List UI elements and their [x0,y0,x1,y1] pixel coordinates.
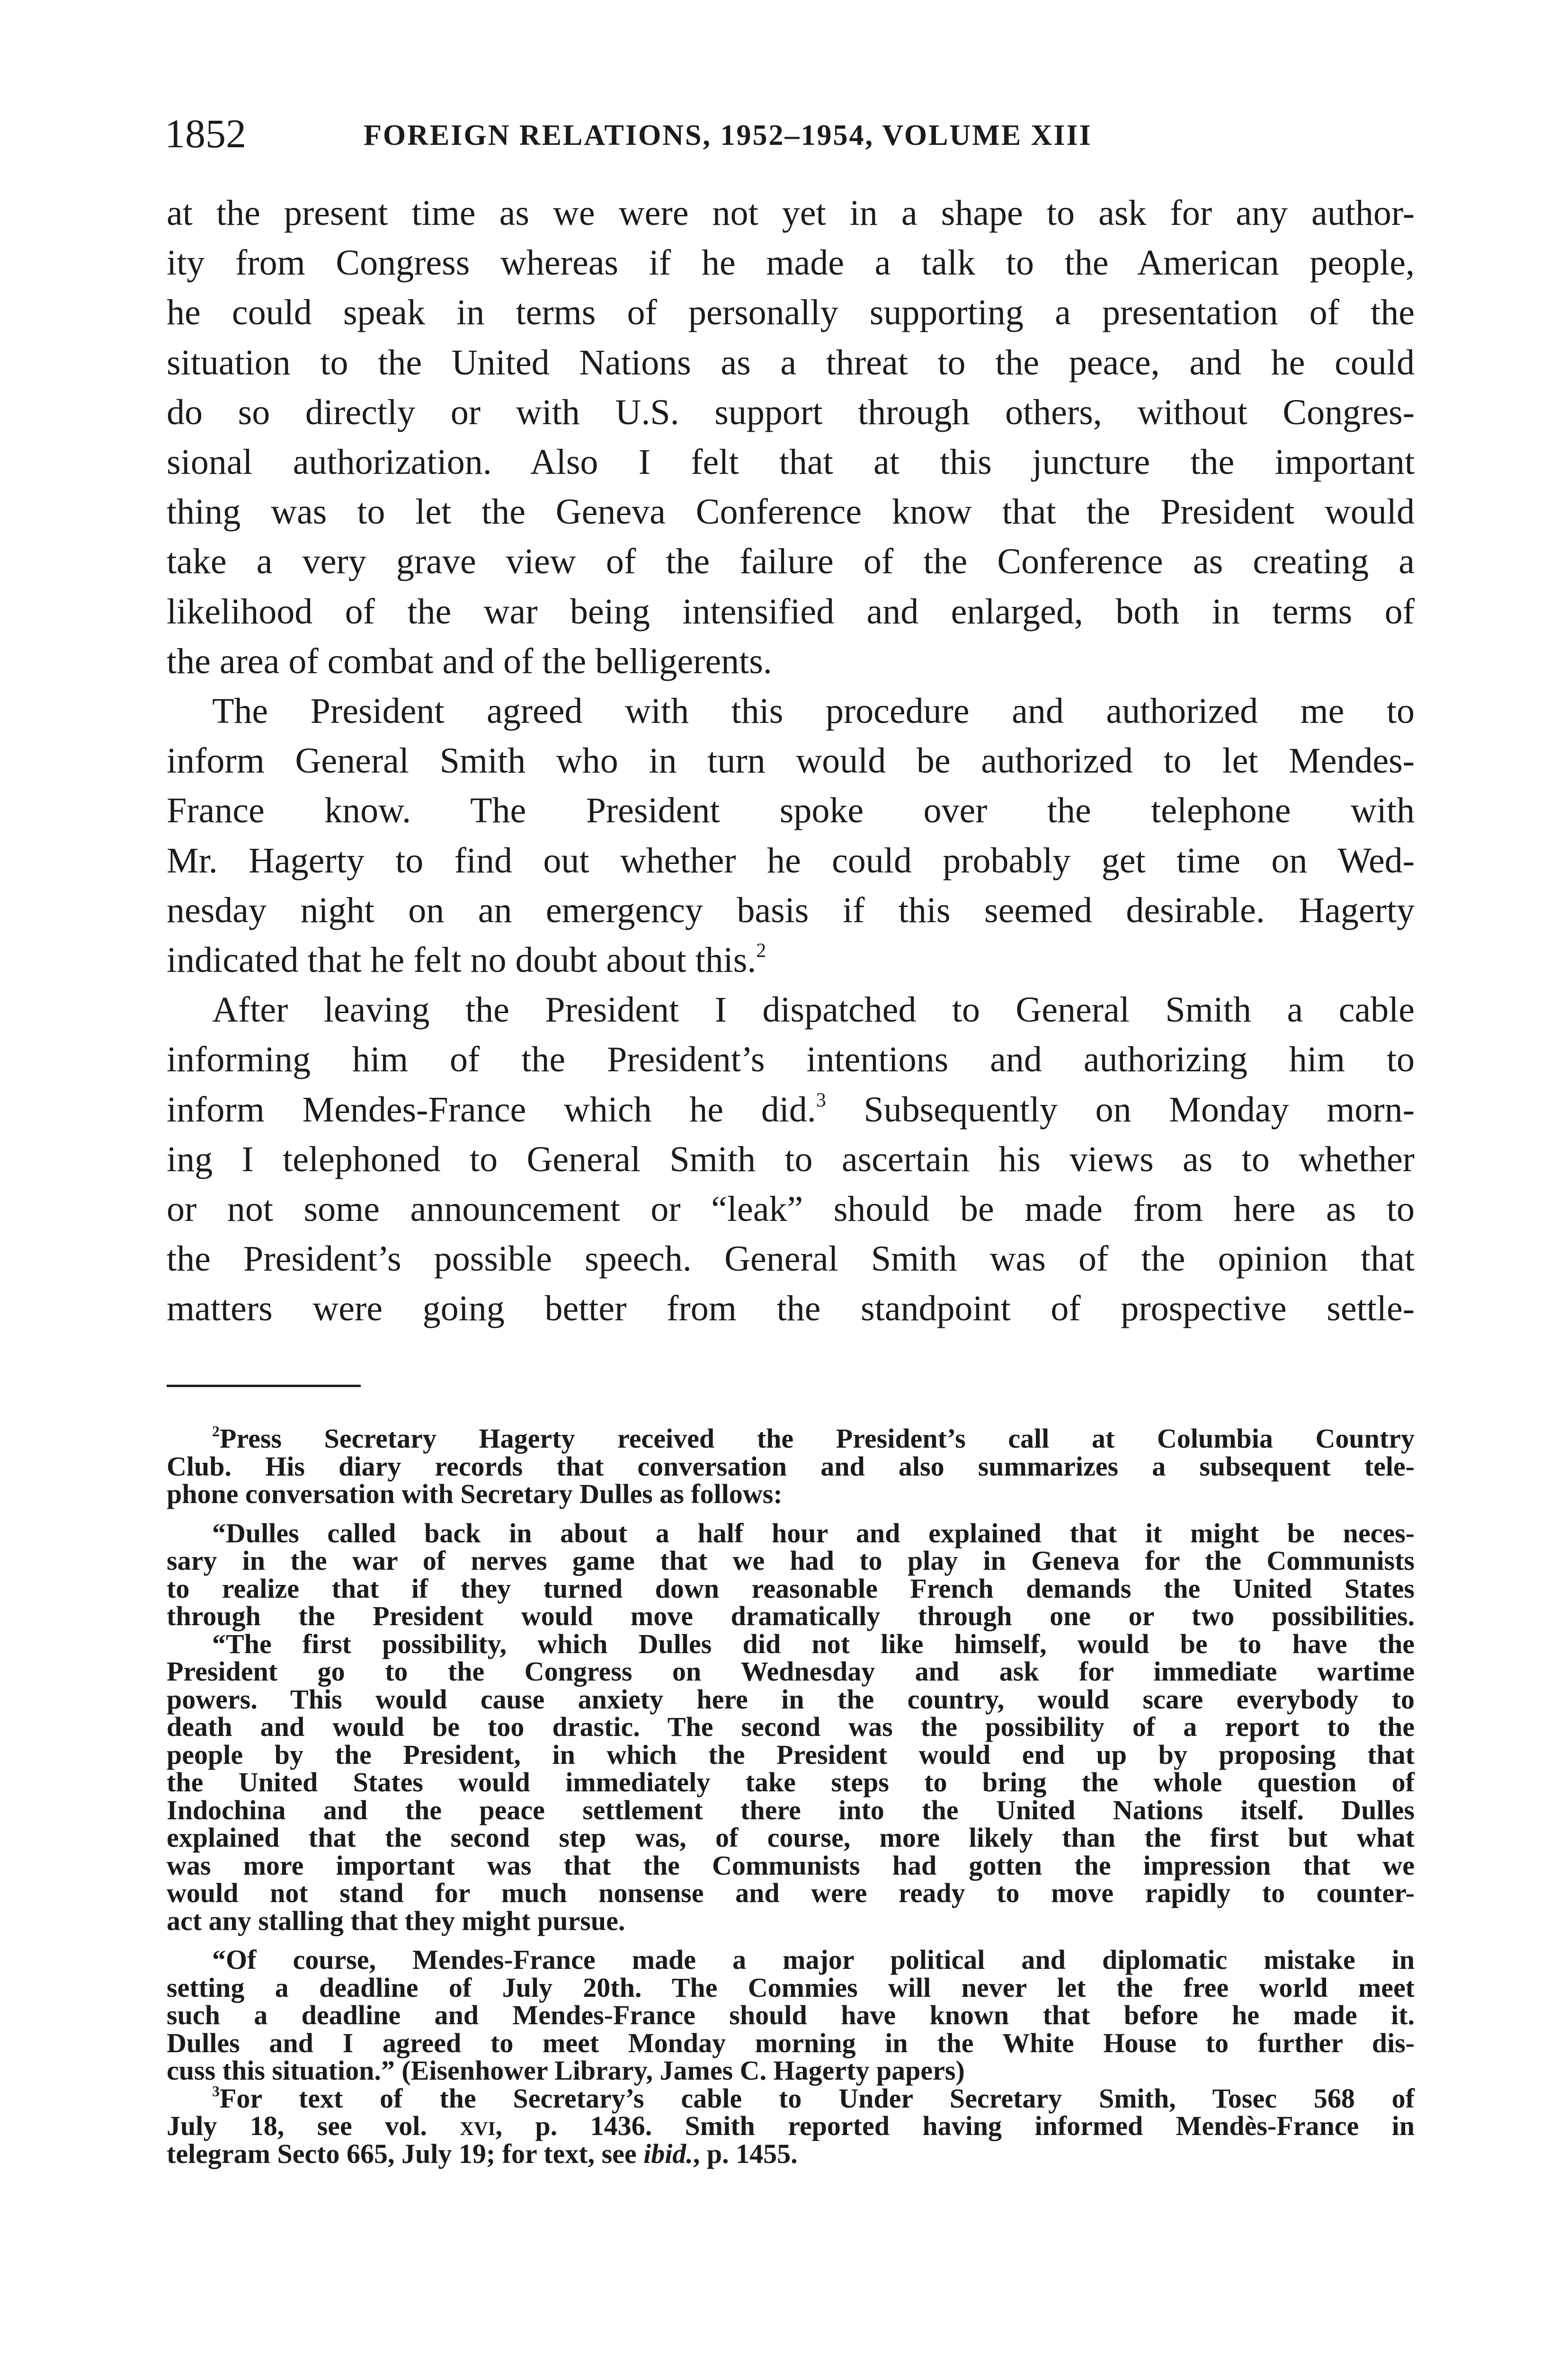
text-line: at the present time as we were not yet in a shape to ask for any author- [167,193,1415,233]
text-line: cuss this situation.” (Eisenhower Library, James C. Hagerty papers) [167,2055,965,2086]
text-line: France know. The President spoke over the telephone with [167,791,1415,831]
text-line: the President’s possible speech. General Smith was of the opinion that [167,1239,1415,1279]
quote-paragraph-3 [167,1946,1415,2085]
text-fragment: For text of the Secretary’s cable to Under Secretary Smith, Tosec 568 of [219,2082,1415,2114]
text-line: such a deadline and Mendes-France should have known that before he made it. [167,2000,1415,2030]
text-line: or not some announcement or “leak” should be made from here as to [167,1189,1415,1229]
text-fragment: , p. 1455. [693,2138,798,2169]
text-line: “Of course, Mendes-France made a major political and diplomatic mistake in [212,1944,1415,1975]
paragraph-1 [167,188,1415,686]
text-line: do so directly or with U.S. support through others, without Congres- [167,392,1415,432]
text-line: act any stalling that they might pursue. [167,1905,625,1936]
text-line: “The first possibility, which Dulles did not like himself, would be to have the [212,1628,1415,1659]
text-line: likelihood of the war being intensified and enlarged, both in terms of [167,591,1415,632]
volume-number: xvi [460,2110,496,2141]
footnote-3 [167,2082,1415,2169]
text-line [167,2140,1415,2168]
footnote-reference: 3 [816,1089,826,1112]
text-line: Dulles and I agreed to meet Monday morning in the White House to further dis- [167,2027,1415,2058]
text-line: inform General Smith who in turn would be authorized to let Mendes- [167,741,1415,781]
footnote-2 [167,1425,1415,1508]
footnote-reference: 2 [756,940,766,962]
text-line: matters were going better from the standpoint of prospective settle- [167,1289,1415,1329]
text-line: “Dulles called back in about a half hour and explained that it might be neces- [212,1517,1415,1548]
text-line: setting a deadline of July 20th. The Commies will never let the free world meet [167,1972,1415,2003]
text-line: death and would be too drastic. The second was the possibility of a report to the [167,1711,1415,1742]
text-line: people by the President, in which the President would end up by proposing that [167,1739,1415,1770]
page-header [165,110,1415,162]
text-fragment: July 18, see vol. [167,2110,460,2141]
text-line: Club. His diary records that conversation and also summarizes a subsequent tele- [167,1450,1415,1482]
text-line: thing was to let the Geneva Conference know that the President would [167,492,1415,532]
text-fragment: , p. 1436. Smith reported having informed Mendès-France in [495,2110,1415,2141]
text-line: After leaving the President I dispatched to General Smith a cable [212,990,1415,1030]
text-line: sary in the war of nerves game that we had to play in Geneva for the Communists [167,1545,1415,1576]
text-line: informing him of the President’s intentions and authorizing him to [167,1040,1415,1080]
footnote-marker: 3 [212,2082,220,2100]
text-line: phone conversation with Secretary Dulles as follows: [167,1478,783,1509]
text-line: Indochina and the peace settlement there into the United Nations itself. Dulles [167,1794,1415,1825]
footnote-marker: 2 [212,1423,220,1440]
text-line: to realize that if they turned down reasonable French demands the United States [167,1573,1415,1604]
text-line: the area of combat and of the belligerents. [167,641,772,681]
text-fragment: inform Mendes-France which he did. [167,1089,816,1130]
quote-paragraph-2 [167,1630,1415,1935]
text-line: Mr. Hagerty to find out whether he could probably get time on Wed- [167,840,1415,881]
text-line: The President agreed with this procedure and authorized me to [212,691,1415,731]
ibid-reference: ibid. [643,2138,693,2169]
page-number: 1852 [165,111,246,156]
text-line [167,935,1415,985]
text-line: through the President would move dramatically through one or two possibilities. [167,1601,1415,1631]
text-line: President go to the Congress on Wednesday and ask for immediate wartime [167,1656,1415,1687]
text-line: situation to the United Nations as a threat to the peace, and he could [167,342,1415,383]
body-text [167,188,1415,1334]
paragraph-3 [167,985,1415,1334]
text-line: take a very grave view of the failure of the Conference as creating a [167,542,1415,582]
text-line: ity from Congress whereas if he made a talk to the American people, [167,243,1415,283]
text-fragment: indicated that he felt no doubt about this. [167,940,757,980]
footnotes [167,1425,1415,2168]
text-line: explained that the second step was, of course, more likely than the first but what [167,1822,1415,1853]
text-line [167,2112,1415,2140]
quote-paragraph-1 [167,1517,1415,1631]
text-line: was more important was that the Communists had gotten the impression that we [167,1850,1415,1881]
text-line [167,2082,1415,2114]
text-line: powers. This would cause anxiety here in the country, would scare everybody to [167,1683,1415,1715]
text-fragment: Subsequently on Monday morn- [826,1089,1415,1130]
text-line: would not stand for much nonsense and were ready to move rapidly to counter- [167,1878,1415,1908]
text-line: the United States would immediately take steps to bring the whole question of [167,1767,1415,1797]
text-line: ing I telephoned to General Smith to ascertain his views as to whether [167,1139,1415,1179]
text-fragment: telegram Secto 665, July 19; for text, see [167,2138,644,2169]
footnote-separator [167,1385,361,1387]
text-line: he could speak in terms of personally supporting a presentation of the [167,293,1415,333]
text-line [167,1425,1415,1453]
text-line: nesday night on an emergency basis if this seemed desirable. Hagerty [167,890,1415,930]
text-line [167,1085,1415,1135]
text-fragment: Press Secretary Hagerty received the President’s call at Columbia Country [219,1423,1415,1454]
paragraph-2 [167,686,1415,985]
running-head: FOREIGN RELATIONS, 1952–1954, VOLUME XIII [364,119,1092,151]
text-line: sional authorization. Also I felt that at this juncture the important [167,442,1415,482]
